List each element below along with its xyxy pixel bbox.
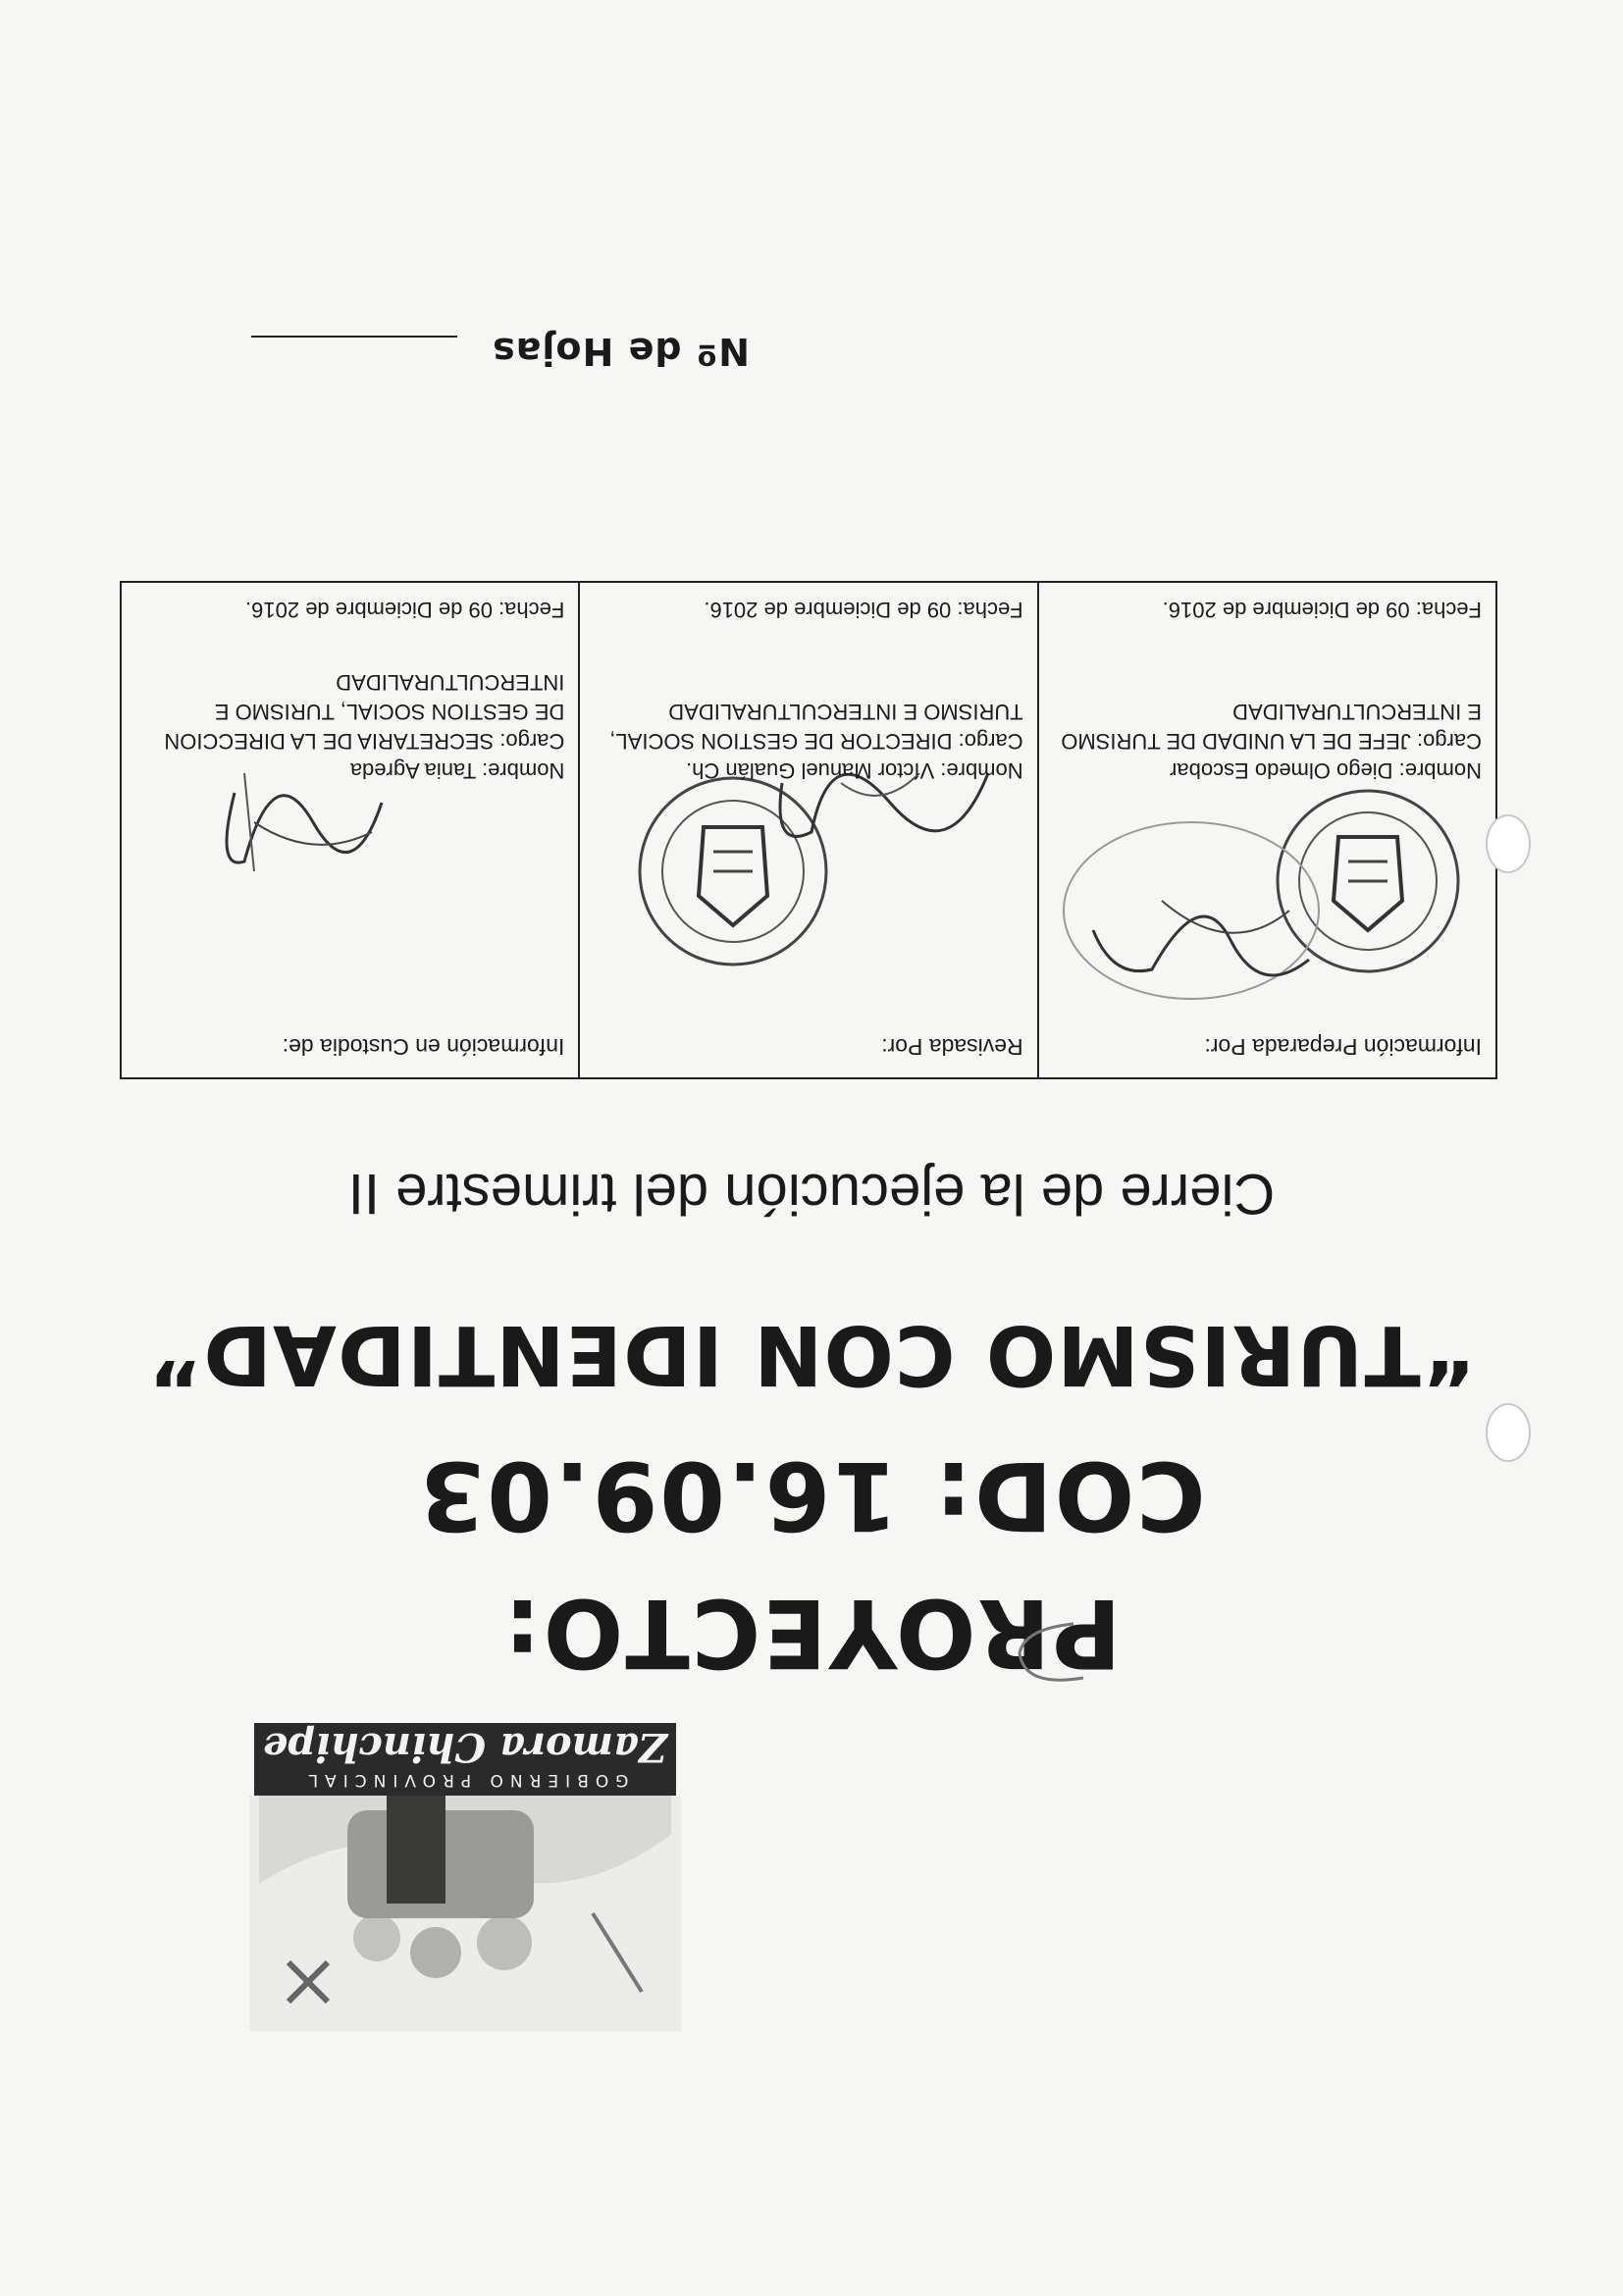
logo-line-1: GOBIERNO PROVINCIAL: [301, 1770, 629, 1790]
signature-column-custody: [122, 583, 578, 1077]
proyecto-label: PROYECTO:: [501, 1578, 1122, 1688]
signature-heading: Información Preparada Por:: [1204, 1034, 1482, 1060]
signature-date: Fecha: 09 de Diciembre de 2016.: [704, 598, 1023, 622]
logo-banner: [254, 1723, 676, 1796]
binder-hole: [1486, 1403, 1531, 1462]
project-name: “TURISMO CON IDENTIDAD”: [147, 1307, 1476, 1403]
signature-column-prepared: [1037, 583, 1495, 1077]
signature-column-reviewed: [578, 583, 1036, 1077]
signature-heading: Revisada Por:: [881, 1034, 1023, 1060]
signer-role: Cargo: JEFE DE LA UNIDAD DE TURISMO E INTERCULTURALIDAD: [1061, 700, 1482, 754]
document-subtitle: Cierre de la ejecución del trimestre II: [347, 1162, 1276, 1226]
signature-heading: Información en Custodia de:: [282, 1034, 565, 1060]
staple-mark: [1005, 1619, 1093, 1688]
logo-illustration: [249, 1796, 681, 2031]
signature-date: Fecha: 09 de Diciembre de 2016.: [245, 598, 565, 622]
project-code: COD: 16.09.03: [417, 1440, 1206, 1550]
signer-info: [131, 667, 564, 785]
signer-name: Nombre: Diego Olmedo Escobar: [1170, 758, 1482, 783]
page-count-blank-line: [251, 336, 457, 338]
signature-table: [120, 581, 1497, 1079]
page-count-label: Nº de Hojas: [492, 330, 750, 373]
official-stamp: [596, 773, 1027, 1018]
handwritten-signature: [136, 773, 568, 1018]
official-stamp: [1054, 773, 1486, 1018]
logo-line-2: Zamora Chinchipe: [262, 1724, 668, 1770]
binder-hole: [1486, 814, 1531, 873]
signer-name: Nombre: Tania Agreda: [349, 758, 565, 783]
signer-name: Nombre: Víctor Manuel Gualán Ch.: [686, 758, 1023, 783]
provincial-logo: [249, 1724, 681, 2031]
signer-info: [590, 697, 1022, 785]
signature-date: Fecha: 09 de Diciembre de 2016.: [1162, 598, 1482, 622]
signer-role: Cargo: SECRETARIA DE LA DIRECCION DE GESTION SOCIAL, TURISMO E INTERCULTURALIDAD: [164, 670, 565, 754]
signer-role: Cargo: DIRECTOR DE GESTION SOCIAL, TURISMO E INTERCULTURALIDAD: [609, 700, 1023, 754]
signer-info: [1049, 697, 1482, 785]
